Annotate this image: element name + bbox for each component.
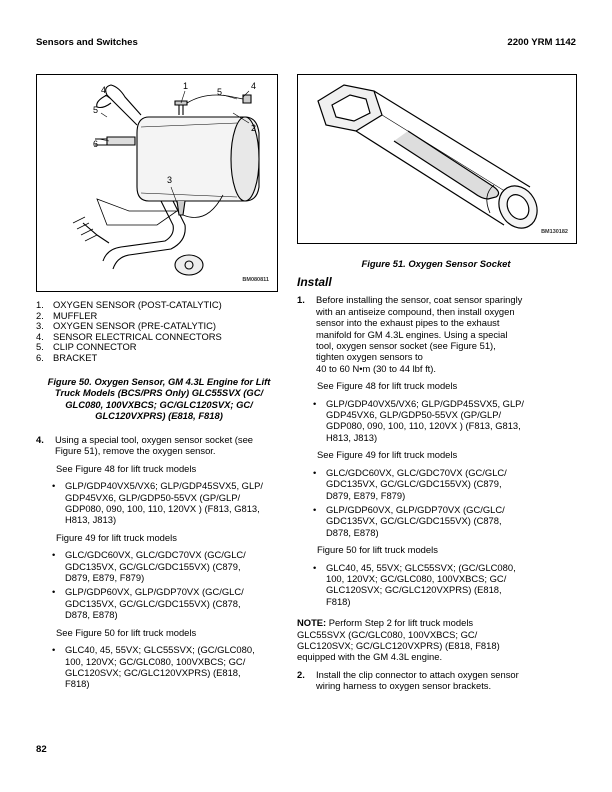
- figure-reference: See Figure 49 for lift truck models: [317, 449, 458, 461]
- step-4: 4. Using a special tool, oxygen sensor socket (see Figure 51), remove the oxygen sensor.: [36, 434, 254, 457]
- model-list-item: • GLP/GDP40VX5/VX6; GLP/GDP45SVX5, GLP/ GDP45VX6, GLP/GDP50-55VX (GP/GLP/ GDP080, 090, 100, 110, 120VX ) (F813, G813, H813, J813): [297, 398, 576, 444]
- figure-reference: See Figure 48 for lift truck models: [317, 380, 458, 392]
- model-list-item: • GLP/GDP60VX, GLP/GDP70VX (GC/GLC/ GDC135VX, GC/GLC/GDC155VX) (C878, D878, E878): [36, 586, 284, 620]
- callout-1: 1: [183, 81, 189, 91]
- legend-item: 1. OXYGEN SENSOR (POST-CATALYTIC): [36, 299, 222, 310]
- install-heading: Install: [297, 275, 332, 289]
- callout-4b: 4: [101, 85, 107, 95]
- document-code: 2200 YRM 1142: [507, 37, 576, 48]
- model-list-item: • GLC40, 45, 55VX; GLC55SVX; (GC/GLC080, 100, 120VX; GC/GLC080, 100VXBCS; GC/ GLC120SVX; GC/GLC120VXPRS) (E818, F818): [297, 562, 576, 608]
- figure-50-caption: Figure 50. Oxygen Sensor, GM 4.3L Engine for Lift Truck Models (BCS/PRS Only) GLC55SVX (GC/ GLC080, 100VXBCS; GC/GLC120SVX; GC/ GLC120VXPRS) (E818, F818): [47, 376, 271, 422]
- left-column-body: [36, 434, 284, 690]
- figure-51-image-id: BM130182: [541, 228, 568, 235]
- figure-reference: Figure 49 for lift truck models: [56, 531, 177, 543]
- callout-4: 4: [251, 81, 257, 91]
- model-list-item: • GLC/GDC60VX, GLC/GDC70VX (GC/GLC/ GDC135VX, GC/GLC/GDC155VX) (C879, D879, E879, F879): [297, 467, 576, 501]
- legend-item: 2. MUFFLER: [36, 309, 98, 321]
- socket-drawing: [298, 75, 576, 243]
- model-list-item: • GLC40, 45, 55VX; GLC55SVX; (GC/GLC080, 100, 120VX; GC/GLC080, 100VXBCS; GC/ GLC120SVX; GC/GLC120VXPRS) (E818, F818): [36, 644, 284, 690]
- figure-reference: See Figure 48 for lift truck models: [56, 462, 197, 474]
- figure-50-legend: [36, 300, 276, 363]
- step-1: 1. Before installing the sensor, coat sensor sparingly with an antiseize compound, then install oxygen sensor into the exhaust pipes to the exhaust manifold for GM 4.3L engines. Using a special tool, oxygen sensor socket (see Figure 51), tighten oxygen sensors to 40 to 60 N•m (30 to 44 lbf ft).: [297, 294, 523, 374]
- note-label: NOTE:: [297, 617, 327, 629]
- page-number: 82: [36, 744, 47, 755]
- figure-51-socket-illustration: [297, 74, 577, 244]
- legend-item: 4. SENSOR ELECTRICAL CONNECTORS: [36, 330, 222, 342]
- figure-50-image-id: BM080811: [242, 276, 269, 283]
- callout-3: 3: [167, 175, 173, 185]
- callout-6: 6: [93, 139, 99, 149]
- callout-5b: 5: [93, 105, 99, 115]
- step-2: 2. Install the clip connector to attach oxygen sensor wiring harness to oxygen sensor brackets.: [297, 668, 519, 692]
- legend-item: 5. CLIP CONNECTOR: [36, 341, 137, 352]
- section-title: Sensors and Switches: [36, 37, 138, 48]
- note-block: NOTE: Perform Step 2 for lift truck models GLC55SVX (GC/GLC080, 100VXBCS; GC/ GLC120SVX; GC/GLC120VXPRS) (E818, F818) equipped with the GM 4.3L engine.: [297, 617, 500, 663]
- right-column-body: [297, 277, 576, 692]
- legend-item: 3. OXYGEN SENSOR (PRE-CATALYTIC): [36, 320, 217, 331]
- model-list-item: • GLP/GDP40VX5/VX6; GLP/GDP45SVX5, GLP/ GDP45VX6, GLP/GDP50-55VX (GP/GLP/ GDP080, 090, 100, 110, 120VX ) (F813, G813, H813, J813): [36, 480, 284, 526]
- model-list-item: • GLC/GDC60VX, GLC/GDC70VX (GC/GLC/ GDC135VX, GC/GLC/GDC155VX) (C879, D879, E879, F879): [36, 549, 284, 583]
- muffler-drawing: [37, 75, 277, 291]
- callout-2: 2: [251, 123, 257, 133]
- figure-50-muffler-illustration: [36, 74, 278, 292]
- figure-51-caption: Figure 51. Oxygen Sensor Socket: [361, 258, 511, 269]
- legend-item: 6. BRACKET: [36, 351, 98, 363]
- model-list-item: • GLP/GDP60VX, GLP/GDP70VX (GC/GLC/ GDC135VX, GC/GLC/GDC155VX) (C878, D878, E878): [297, 504, 576, 538]
- figure-reference: Figure 50 for lift truck models: [317, 544, 438, 556]
- figure-reference: See Figure 50 for lift truck models: [56, 626, 197, 638]
- callout-5: 5: [217, 87, 223, 97]
